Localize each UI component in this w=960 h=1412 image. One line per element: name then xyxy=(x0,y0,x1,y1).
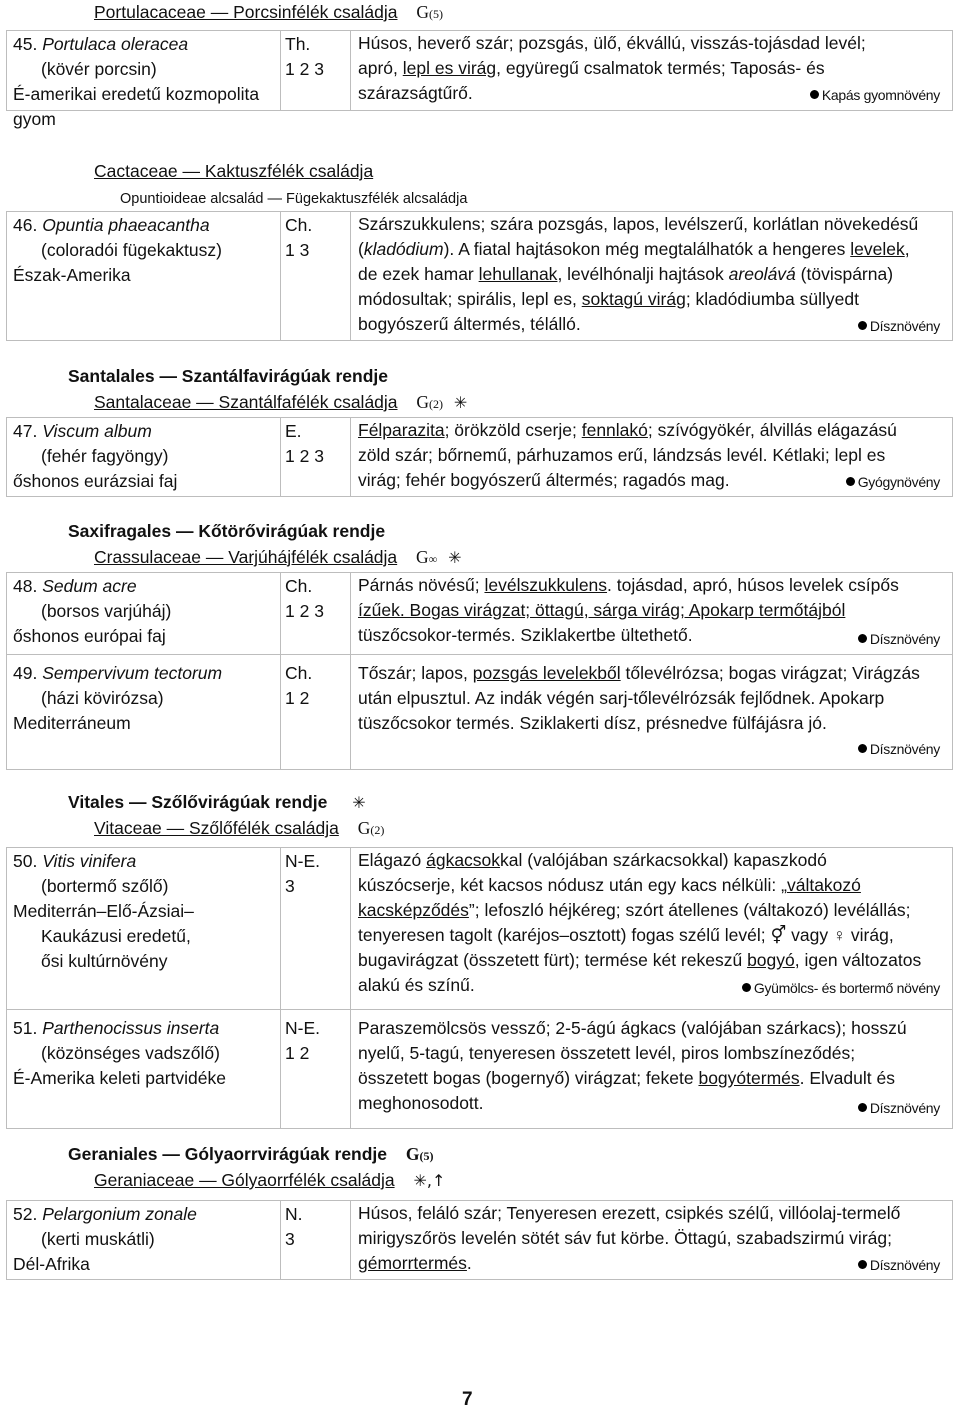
text-segment xyxy=(7,31,280,129)
e45-desc-d: szárazságtűrő. xyxy=(358,83,473,103)
e51-origin: É-Amerika keleti partvidéke xyxy=(13,1068,226,1088)
order-vitales-title: Vitales — Szőlővirágúak rendje xyxy=(68,792,328,812)
text-segment xyxy=(7,848,280,1009)
text-segment xyxy=(351,1201,953,1280)
e51-tag: Dísznövény xyxy=(869,1100,940,1116)
e48-tag: Dísznövény xyxy=(869,631,940,647)
text-segment xyxy=(7,212,280,288)
text-segment xyxy=(7,1010,281,1129)
table-row xyxy=(7,418,953,497)
e49-origin: Mediterráneum xyxy=(13,713,131,733)
text-segment xyxy=(351,31,953,111)
text-segment xyxy=(13,419,272,444)
text-segment xyxy=(7,1010,280,1128)
e46-l3b: , levélhónalji hajtások xyxy=(557,264,729,284)
e46-tag: Dísznövény xyxy=(869,318,940,334)
e52-l2: mirigyszőrös levelén sötét sáv fut körbe. Öttagú, szabadszirmú virág; xyxy=(358,1228,892,1248)
e49-l1u: pozsgás levelekből xyxy=(472,663,621,683)
e51-zones: 1 2 xyxy=(285,1043,310,1063)
text-segment xyxy=(7,573,953,770)
e46-l2i: kladódium xyxy=(363,239,444,259)
species-table-52 xyxy=(6,1200,953,1280)
e50-l4: tenyeresen tagolt (karéjos–osztott) fogas szélű levél; ⚥ vagy ♀ virág, xyxy=(358,925,894,945)
text-segment xyxy=(351,573,952,653)
text-segment xyxy=(13,661,272,686)
text-segment xyxy=(351,1201,952,1279)
e47-l1u2: fennlakó xyxy=(581,420,648,440)
e49-l2: után elpusztul. Az indák végén sarj-tőlevélrózsák fejlődnek. Apokarp xyxy=(358,688,885,708)
e48-lifeform: Ch. xyxy=(285,576,313,596)
e50-lifeform: N-E. xyxy=(285,851,320,871)
e48-l1u: levélszukkulens xyxy=(484,575,608,595)
text-segment xyxy=(281,31,351,111)
text-segment xyxy=(858,627,940,652)
flower-formula xyxy=(416,2,443,22)
e49-common: (házi kövirózsa) xyxy=(41,688,164,708)
text-segment xyxy=(358,818,385,838)
text-segment xyxy=(7,418,953,497)
e48-common: (borsos varjúháj) xyxy=(41,601,172,621)
text-segment xyxy=(7,212,953,341)
e48-l1a: Párnás növésű; xyxy=(358,575,485,595)
family-heading-portulacaceae xyxy=(94,0,443,27)
e46-num: 46. xyxy=(13,215,38,235)
text-segment xyxy=(358,661,944,686)
e47-l1b: ; szívógyökér, álvillás elágazású xyxy=(647,420,897,440)
text-segment xyxy=(358,948,944,973)
text-segment xyxy=(13,32,272,57)
text-segment xyxy=(358,418,944,443)
zones: 1 2 3 xyxy=(285,59,324,79)
e46-lifeform: Ch. xyxy=(285,215,313,235)
e50-l2u: váltakozó xyxy=(786,875,861,895)
text-segment xyxy=(846,470,940,495)
e49-l1a: Tőszár; lapos, xyxy=(358,663,473,683)
e46-l4a: módosultak; spirális, lepl es, xyxy=(358,289,582,309)
bullet-icon xyxy=(858,1103,867,1112)
actinomorphic-symbol-icon: ✳ xyxy=(453,393,468,412)
e50-l2a: kúszócserje, két kacsos nódusz után egy kacs nélküli: „ xyxy=(358,875,787,895)
family-heading-geraniaceae xyxy=(94,1168,445,1193)
e47-tag: Gyógynövény xyxy=(857,474,940,490)
bullet-icon xyxy=(810,90,819,99)
family-crassulaceae-formula: G xyxy=(416,547,429,567)
e47-num: 47. xyxy=(13,421,38,441)
e47-common: (fehér fagyöngy) xyxy=(41,446,169,466)
e51-common: (közönséges vadszőlő) xyxy=(41,1043,220,1063)
e49-l1b: tőlevélrózsa; bogas virágzat; Virágzás xyxy=(620,663,920,683)
e49-tag: Dísznövény xyxy=(869,741,940,757)
text-segment xyxy=(281,1010,351,1129)
e52-latin: Pelargonium zonale xyxy=(42,1204,197,1224)
text-segment xyxy=(281,418,350,469)
text-segment xyxy=(281,31,350,82)
species-table-47 xyxy=(6,417,953,497)
family-vitaceae-formula: G xyxy=(357,818,371,838)
text-segment xyxy=(351,655,952,763)
e46-l2a: ( xyxy=(358,239,364,259)
text-segment xyxy=(742,976,940,1001)
subfamily-title: Opuntioideae alcsalád — Fügekaktuszfélék alcsaládja xyxy=(120,191,468,207)
family-portulacaceae-formula-sub: (5) xyxy=(429,7,444,21)
table-row xyxy=(7,848,953,1010)
species-table-46 xyxy=(6,211,953,341)
text-segment xyxy=(358,898,944,923)
table-row xyxy=(7,655,953,770)
e46-l2b: ). A fiatal hajtásokon még megtalálhatók a hengeres xyxy=(443,239,851,259)
e50-zones: 3 xyxy=(285,876,295,896)
text-segment xyxy=(7,1201,953,1280)
e50-l6: alakú és színű. xyxy=(358,975,475,995)
family-geraniaceae-title: Geraniaceae — Gólyaorrfélék családja xyxy=(94,1170,395,1190)
text-segment xyxy=(351,31,952,109)
e48-l3: tüszőcsokor-termés. Sziklakertbe ültethető. xyxy=(358,625,693,645)
table-row xyxy=(7,31,953,111)
text-segment xyxy=(281,418,351,497)
e46-l4b: ; kladódiumba süllyedt xyxy=(685,289,859,309)
text-segment xyxy=(281,848,351,1010)
text-segment xyxy=(7,1201,281,1280)
e47-l2: zöld szár; bőrnemű, párhuzamos erű, lándzsás levél. Kétlaki; lepl es xyxy=(358,445,886,465)
e47-latin: Viscum album xyxy=(42,421,152,441)
e51-l1: Paraszemölcsös vessző; 2-5-ágú ágkacs (valójában szárkacs); hosszú xyxy=(358,1018,907,1038)
e46-l4u: soktagú virág xyxy=(581,289,686,309)
e50-l3u: kacsképződés xyxy=(358,900,469,920)
e50-latin: Vitis vinifera xyxy=(42,851,137,871)
text-segment xyxy=(281,212,351,341)
text-segment xyxy=(281,573,350,624)
family-crassulaceae-formula-sub: ∞ xyxy=(428,552,438,566)
text-segment xyxy=(858,1096,940,1121)
order-heading-vitales xyxy=(68,790,366,815)
e46-l1: Szárszukkulens; szára pozsgás, lapos, levélszerű, korlátlan növekedésű xyxy=(358,214,919,234)
e47-l3: virág; fehér bogyószerű áltermés; ragadós mag. xyxy=(358,470,730,490)
e46-l3u: lehullanak xyxy=(478,264,558,284)
e48-latin: Sedum acre xyxy=(42,576,137,596)
e50-origin1: Mediterrán–Elő-Ázsiai– xyxy=(13,901,194,921)
text-segment xyxy=(351,848,952,1008)
e47-lifeform: E. xyxy=(285,421,302,441)
e46-common: (coloradói fügekaktusz) xyxy=(41,240,222,260)
e45-desc-b: apró, xyxy=(358,58,403,78)
text-segment xyxy=(358,573,944,598)
order-heading-geraniales xyxy=(68,1142,434,1169)
e48-l2: ízűek. Bogas virágzat; öttagú, sárga virág; Apokarp termőtájból xyxy=(358,600,846,620)
e50-l3a: ”; lefoszló héjkéreg; szórt átellenes (váltakozó) levélállás; xyxy=(468,900,911,920)
e48-num: 48. xyxy=(13,576,38,596)
text-segment xyxy=(358,848,944,873)
text-segment xyxy=(281,1201,351,1280)
text-segment xyxy=(351,212,953,341)
order-geraniales-formula-sub: (5) xyxy=(419,1149,434,1163)
text-segment xyxy=(7,848,953,1129)
text-segment xyxy=(281,848,350,899)
text-segment xyxy=(406,1144,434,1164)
text-segment xyxy=(281,655,350,711)
family-heading-crassulaceae xyxy=(94,545,462,572)
text-segment: (kladódium). A fiatal hajtásokon még megtalálhatók a hengeres levelek, xyxy=(358,239,910,259)
e46-l3c: (tövispárna) xyxy=(795,264,894,284)
text-segment xyxy=(7,573,280,654)
table-row xyxy=(7,212,953,341)
text-segment xyxy=(351,1010,952,1122)
table-row xyxy=(7,1201,953,1280)
e46-latin: Opuntia phaeacantha xyxy=(42,215,210,235)
e52-tag: Dísznövény xyxy=(869,1257,940,1273)
e48-origin: őshonos európai faj xyxy=(13,626,166,646)
e52-l3u: gémorrtermés xyxy=(358,1253,467,1273)
text-segment xyxy=(358,1251,944,1276)
e46-zones: 1 3 xyxy=(285,240,310,260)
bullet-icon xyxy=(858,634,867,643)
family-heading-santalaceae xyxy=(94,390,467,417)
text-segment xyxy=(351,418,953,497)
family-vitaceae-title: Vitaceae — Szőlőfélék családja xyxy=(94,818,339,838)
text-segment xyxy=(7,848,281,1010)
e50-tag: Gyümölcs- és bortermő növény xyxy=(753,980,940,996)
text-segment xyxy=(7,31,953,129)
text-segment xyxy=(281,655,351,770)
e50-l1b: kal (valójában szárkacsokkal) kapaszkodó xyxy=(500,850,827,870)
bullet-icon xyxy=(742,983,751,992)
family-heading-vitaceae xyxy=(94,816,384,843)
text-segment xyxy=(416,547,437,567)
family-santalaceae-title: Santalaceae — Szantálfafélék családja xyxy=(94,392,398,412)
family-title: Cactaceae — Kaktuszfélék családja xyxy=(94,161,374,181)
family-santalaceae-formula-sub: (2) xyxy=(429,397,444,411)
text-segment xyxy=(13,574,272,599)
text-segment xyxy=(7,655,281,770)
life-form: Th. xyxy=(285,34,311,54)
actinomorphic-symbol-icon: ✳ xyxy=(352,793,366,812)
text-segment xyxy=(351,212,952,340)
family-crassulaceae-title: Crassulaceae — Varjúhájfélék családja xyxy=(94,547,398,567)
text-segment xyxy=(858,737,940,762)
e52-l3a: . xyxy=(466,1253,472,1273)
e45-tag: Kapás gyomnövény xyxy=(821,87,940,103)
e47-origin: őshonos eurázsiai faj xyxy=(13,471,178,491)
e51-l3b: . Elvadult és xyxy=(799,1068,895,1088)
bullet-icon xyxy=(846,477,855,486)
text-segment xyxy=(13,849,272,874)
text-segment xyxy=(13,1016,272,1041)
family-heading-cactaceae xyxy=(94,159,373,184)
e50-l5u: bogyó xyxy=(747,950,795,970)
text-segment xyxy=(858,314,940,339)
family-title: Portulacaceae — Porcsinfélék családja xyxy=(94,2,398,22)
e46-l2u: levelek xyxy=(850,239,905,259)
e50-common: (bortermő szőlő) xyxy=(41,876,169,896)
text-segment xyxy=(351,655,953,770)
text-segment xyxy=(7,655,280,769)
e52-zones: 3 xyxy=(285,1229,295,1249)
text-segment xyxy=(358,598,944,623)
e52-common: (kerti muskátli) xyxy=(41,1229,155,1249)
e50-l5b: , igen változatos xyxy=(794,950,922,970)
text-segment xyxy=(7,1201,280,1277)
e51-lifeform: N-E. xyxy=(285,1018,320,1038)
text-segment xyxy=(281,573,351,655)
table-row xyxy=(7,573,953,655)
e51-l2: nyelű, 5-tagú, tenyeresen összetett levél, piros lombszíneződés; xyxy=(358,1043,856,1063)
e50-origin3: ősi kultúrnövény xyxy=(41,951,168,971)
text-segment xyxy=(281,1010,350,1066)
actinomorphic-symbol-icon: ✳ xyxy=(448,548,462,567)
text-segment xyxy=(351,573,953,655)
text-segment xyxy=(351,418,952,496)
bullet-icon xyxy=(858,744,867,753)
e48-l1b: . tojásdad, apró, húsos levelek csípős xyxy=(607,575,899,595)
e51-l4: meghonosodott. xyxy=(358,1093,484,1113)
e52-num: 52. xyxy=(13,1204,38,1224)
e50-l1a: Elágazó xyxy=(358,850,427,870)
e47-zones: 1 2 3 xyxy=(285,446,324,466)
text-segment xyxy=(281,1201,350,1252)
family-portulacaceae-formula: G xyxy=(416,2,430,22)
text-segment xyxy=(351,1010,953,1129)
e49-latin: Sempervivum tectorum xyxy=(42,663,223,683)
e50-l5a: bugavirágzat (összetett fürt); termése két rekeszű xyxy=(358,950,748,970)
e46-l5: bogyószerű áltermés, télálló. xyxy=(358,314,581,334)
usage-tag xyxy=(810,83,940,108)
e51-num: 51. xyxy=(13,1018,38,1038)
species-table-50-51 xyxy=(6,847,953,1129)
family-vitaceae-formula-sub: (2) xyxy=(370,823,385,837)
e46-origin: Észak-Amerika xyxy=(13,265,131,285)
table-row xyxy=(7,1010,953,1129)
e45-num: 45. xyxy=(13,34,38,54)
e46-l3a: de ezek hamar xyxy=(358,264,479,284)
e49-num: 49. xyxy=(13,663,38,683)
family-santalaceae-formula: G xyxy=(416,392,430,412)
e45-desc-u1: lepl es virág xyxy=(402,58,497,78)
symmetry-symbols-icon: ✳,↑ xyxy=(413,1171,446,1190)
e49-zones: 1 2 xyxy=(285,688,310,708)
e46-l3i: areolává xyxy=(728,264,796,284)
text-segment xyxy=(358,56,944,81)
e51-l3a: összetett bogas (bogernyő) virágzat; fekete xyxy=(358,1068,699,1088)
text-segment xyxy=(7,418,280,494)
text-segment xyxy=(281,212,350,263)
text-segment xyxy=(358,1066,944,1091)
page-number: 7 xyxy=(462,1389,473,1410)
e49-l3: tüszőcsokor termés. Sziklakerti dísz, présnedve fülfájásra jó. xyxy=(358,713,827,733)
order-title: Saxifragales — Kőtörővirágúak rendje xyxy=(68,521,386,541)
e52-l1: Húsos, feláló szár; Tenyeresen erezett, csipkés szélű, villóolaj-termelő xyxy=(358,1203,901,1223)
text-segment xyxy=(7,31,281,129)
text-segment xyxy=(358,287,944,312)
e50-l1u: ágkacsok xyxy=(426,850,501,870)
text-segment xyxy=(351,848,953,1010)
bullet-icon xyxy=(858,1260,867,1269)
text-segment xyxy=(358,873,944,898)
e51-latin: Parthenocissus inserta xyxy=(42,1018,220,1038)
text-segment xyxy=(13,1202,272,1227)
text-segment xyxy=(358,262,944,287)
text-segment xyxy=(7,418,281,497)
e52-origin: Dél-Afrika xyxy=(13,1254,90,1274)
species-table-48-49 xyxy=(6,572,953,770)
species-origin: É-amerikai eredetű kozmopolita gyom xyxy=(13,84,260,129)
text-segment xyxy=(7,573,281,655)
e51-l3u: bogyótermés xyxy=(698,1068,800,1088)
bullet-icon xyxy=(858,321,867,330)
e47-l1a: ; örökzöld cserje; xyxy=(444,420,582,440)
text-segment xyxy=(858,1253,940,1278)
e45-desc-a: Húsos, heverő szár; pozsgás, ülő, ékvállú, visszás-tojásdad levél; xyxy=(358,33,866,53)
order-title: Santalales — Szantálfavirágúak rendje xyxy=(68,366,388,386)
text-segment xyxy=(13,213,272,238)
e47-l1u1: Félparazita xyxy=(358,420,445,440)
e45-desc-c: , együregű csalmatok termés; Taposás- és xyxy=(496,58,825,78)
species-latin-name: Portulaca oleracea xyxy=(42,34,189,54)
e49-lifeform: Ch. xyxy=(285,663,313,683)
e48-zones: 1 2 3 xyxy=(285,601,324,621)
species-table-45 xyxy=(6,30,953,129)
species-common-name: (kövér porcsin) xyxy=(41,59,157,79)
e52-lifeform: N. xyxy=(285,1204,303,1224)
order-geraniales-formula: G xyxy=(405,1144,420,1164)
order-geraniales-title: Geraniales — Gólyaorrvirágúak rendje xyxy=(68,1144,388,1164)
text-segment xyxy=(7,212,281,341)
e50-num: 50. xyxy=(13,851,38,871)
text-segment xyxy=(416,392,443,412)
e50-origin2: Kaukázusi eredetű, xyxy=(41,926,191,946)
